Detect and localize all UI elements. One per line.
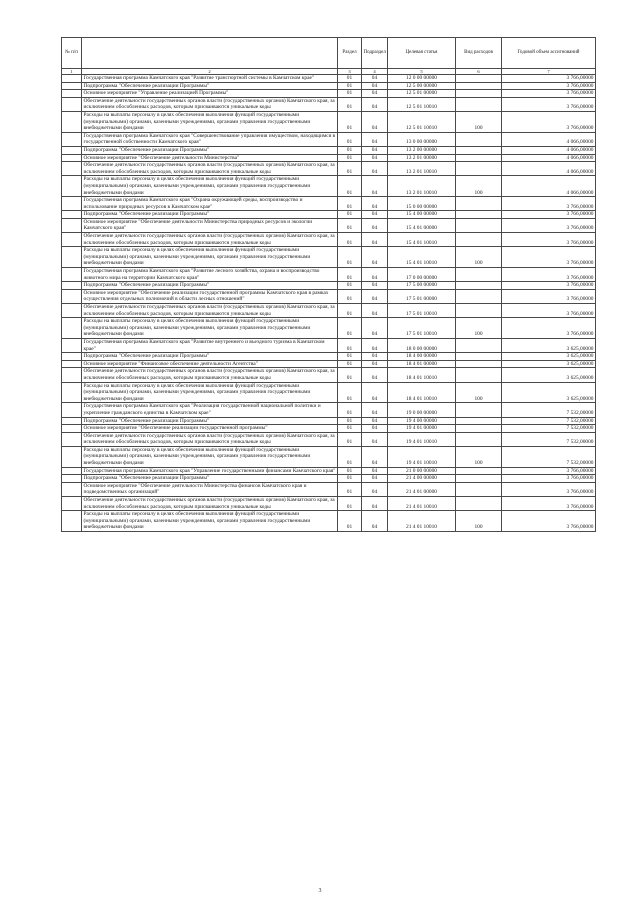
table-row (62, 446, 596, 467)
row-number-cell (62, 197, 82, 211)
expense-type-cell (456, 368, 502, 382)
row-name-cell: Расходы на выплаты персоналу в целях обеспечения выполнения функций государственными (муниципальными) органами, казенными учреждениями, органами управления государственными внебюджетными фондами (82, 318, 338, 339)
expense-type-cell (456, 82, 502, 90)
col-header-expense-type: Вид расходов (456, 38, 502, 69)
razdel-cell: 01 (338, 111, 362, 132)
expense-type-cell (456, 497, 502, 511)
podrazdel-cell: 04 (362, 82, 388, 90)
podrazdel-cell: 04 (362, 90, 388, 98)
podrazdel-cell: 04 (362, 289, 388, 303)
row-number-cell (62, 90, 82, 98)
row-name-cell: Государственная программа Камчатского края "Управление государственными финансами Камчатского края" (82, 467, 338, 475)
target-article-cell: 18 0 00 00000 (388, 338, 456, 352)
table-row (62, 482, 596, 496)
razdel-cell: 01 (338, 233, 362, 247)
row-name-cell: Обеспечение деятельности государственных органов власти (государственных органов) Камчатского края, за исключением обособленных расходов, которым присваиваются уникальные коды (82, 162, 338, 176)
row-number-cell (62, 338, 82, 352)
col-header-target-article: Целевая статья (388, 38, 456, 69)
table-body (62, 75, 596, 532)
expense-type-cell (456, 432, 502, 446)
razdel-cell: 01 (338, 497, 362, 511)
row-name-cell: Расходы на выплаты персоналу в целях обеспечения выполнения функций государственными (муниципальными) органами, казенными учреждениями, органами управления государственными внебюджетными фондами (82, 176, 338, 197)
row-name-cell: Подпрограмма "Обеспечение реализации Программы" (82, 475, 338, 483)
row-name-cell: Основное мероприятие "Обеспечение деятельности Министерства" (82, 154, 338, 162)
target-article-cell: 13 2 01 10010 (388, 162, 456, 176)
podrazdel-cell: 04 (362, 111, 388, 132)
row-number-cell (62, 282, 82, 290)
row-number-cell (62, 382, 82, 403)
razdel-cell: 01 (338, 154, 362, 162)
row-number-cell (62, 475, 82, 483)
expense-type-cell (456, 211, 502, 219)
col-header-podrazdel: Подраздел (362, 38, 388, 69)
row-name-cell: Обеспечение деятельности государственных органов власти (государственных органов) Камчатского края, за исключением обособленных расходов, которым присваиваются уникальные коды (82, 97, 338, 111)
podrazdel-cell: 04 (362, 382, 388, 403)
podrazdel-cell: 04 (362, 475, 388, 483)
target-article-cell: 13 2 01 10010 (388, 176, 456, 197)
expense-type-cell (456, 360, 502, 368)
razdel-cell: 01 (338, 176, 362, 197)
amount-cell: 3 625,00000 (502, 360, 596, 368)
budget-table (61, 37, 596, 532)
razdel-cell: 01 (338, 247, 362, 268)
podrazdel-cell: 04 (362, 197, 388, 211)
target-article-cell: 18 4 00 00000 (388, 353, 456, 361)
table-row (62, 218, 596, 232)
table-row (62, 353, 596, 361)
razdel-cell: 01 (338, 353, 362, 361)
row-name-cell: Обеспечение деятельности государственных органов власти (государственных органов) Камчатского края, за исключением обособленных расходов, которым присваиваются уникальные коды (82, 497, 338, 511)
table-row (62, 75, 596, 83)
podrazdel-cell: 04 (362, 176, 388, 197)
razdel-cell: 01 (338, 289, 362, 303)
razdel-cell: 01 (338, 318, 362, 339)
row-number-cell (62, 425, 82, 433)
row-name-cell: Расходы на выплаты персоналу в целях обеспечения выполнения функций государственными (муниципальными) органами, казенными учреждениями, органами управления государственными внебюджетными фондами (82, 111, 338, 132)
amount-cell: 3 766,00000 (502, 111, 596, 132)
razdel-cell: 01 (338, 417, 362, 425)
row-number-cell (62, 368, 82, 382)
expense-type-cell: 100 (456, 247, 502, 268)
row-name-cell: Расходы на выплаты персоналу в целях обеспечения выполнения функций государственными (муниципальными) органами, казенными учреждениями, органами управления государственными внебюджетными фондами (82, 511, 338, 532)
target-article-cell: 12 5 00 00000 (388, 82, 456, 90)
amount-cell: 3 766,00000 (502, 90, 596, 98)
target-article-cell: 18 4 01 00000 (388, 360, 456, 368)
razdel-cell: 01 (338, 425, 362, 433)
row-number-cell (62, 233, 82, 247)
row-number-cell (62, 318, 82, 339)
podrazdel-cell: 04 (362, 368, 388, 382)
podrazdel-cell: 04 (362, 511, 388, 532)
target-article-cell: 17 5 01 10010 (388, 318, 456, 339)
table-row (62, 132, 596, 146)
target-article-cell: 12 0 00 00000 (388, 75, 456, 83)
razdel-cell: 01 (338, 403, 362, 417)
row-name-cell: Государственная программа Камчатского края "Охрана окружающей среды, воспроизводство и использование природных ресурсов в Камчатском крае" (82, 197, 338, 211)
amount-cell: 3 766,00000 (502, 467, 596, 475)
row-number-cell (62, 146, 82, 154)
amount-cell: 3 625,00000 (502, 368, 596, 382)
podrazdel-cell: 04 (362, 403, 388, 417)
razdel-cell: 01 (338, 132, 362, 146)
table-row (62, 162, 596, 176)
table-row (62, 382, 596, 403)
amount-cell: 3 766,00000 (502, 482, 596, 496)
row-name-cell: Основное мероприятие "Обеспечение реализации государственной программы Камчатского края в рамках осуществления отдельных полномочий в области лесных отношений" (82, 289, 338, 303)
column-index: 1 (62, 69, 82, 75)
table-row (62, 97, 596, 111)
amount-cell: 3 766,00000 (502, 282, 596, 290)
row-number-cell (62, 176, 82, 197)
podrazdel-cell: 04 (362, 353, 388, 361)
amount-cell: 4 066,00000 (502, 154, 596, 162)
row-name-cell: Подпрограмма "Обеспечение реализации Программы" (82, 146, 338, 154)
amount-cell: 3 766,00000 (502, 268, 596, 282)
expense-type-cell: 100 (456, 382, 502, 403)
razdel-cell: 01 (338, 90, 362, 98)
table-row (62, 417, 596, 425)
razdel-cell: 01 (338, 282, 362, 290)
expense-type-cell (456, 353, 502, 361)
razdel-cell: 01 (338, 511, 362, 532)
target-article-cell: 21 4 00 00000 (388, 475, 456, 483)
row-name-cell: Основное мероприятие "Обеспечение деятельности Министерства финансов Камчатского края и подведомственных организаций" (82, 482, 338, 496)
amount-cell: 7 532,00000 (502, 403, 596, 417)
table-row (62, 289, 596, 303)
podrazdel-cell: 04 (362, 97, 388, 111)
razdel-cell: 01 (338, 97, 362, 111)
row-number-cell (62, 432, 82, 446)
row-number-cell (62, 97, 82, 111)
expense-type-cell (456, 90, 502, 98)
amount-cell: 4 066,00000 (502, 146, 596, 154)
razdel-cell: 01 (338, 467, 362, 475)
amount-cell: 3 766,00000 (502, 304, 596, 318)
table-row (62, 247, 596, 268)
target-article-cell: 15 4 01 00000 (388, 218, 456, 232)
razdel-cell: 01 (338, 482, 362, 496)
target-article-cell: 12 5 01 10010 (388, 111, 456, 132)
table-row (62, 111, 596, 132)
col-header-annual-volume: Годовой объем ассигнований (502, 38, 596, 69)
row-name-cell: Подпрограмма "Обеспечение реализации Программы" (82, 353, 338, 361)
podrazdel-cell: 04 (362, 304, 388, 318)
row-number-cell (62, 289, 82, 303)
table-row (62, 338, 596, 352)
razdel-cell: 01 (338, 304, 362, 318)
table-row (62, 432, 596, 446)
podrazdel-cell: 04 (362, 446, 388, 467)
amount-cell: 3 625,00000 (502, 353, 596, 361)
row-number-cell (62, 247, 82, 268)
expense-type-cell: 100 (456, 176, 502, 197)
amount-cell: 4 066,00000 (502, 132, 596, 146)
column-index: 4 (362, 69, 388, 75)
amount-cell: 3 766,00000 (502, 218, 596, 232)
target-article-cell: 18 4 01 10010 (388, 368, 456, 382)
amount-cell: 4 066,00000 (502, 162, 596, 176)
expense-type-cell (456, 467, 502, 475)
expense-type-cell (456, 282, 502, 290)
row-number-cell (62, 497, 82, 511)
table-row (62, 146, 596, 154)
row-name-cell: Обеспечение деятельности государственных органов власти (государственных органов) Камчатского края, за исключением обособленных расходов, которым присваиваются уникальные коды (82, 432, 338, 446)
target-article-cell: 21 4 01 00000 (388, 482, 456, 496)
table-row (62, 360, 596, 368)
row-number-cell (62, 211, 82, 219)
amount-cell: 7 532,00000 (502, 432, 596, 446)
podrazdel-cell: 04 (362, 233, 388, 247)
row-name-cell: Основное мероприятие "Обеспечение реализации государственной программы" (82, 425, 338, 433)
target-article-cell: 19 4 00 00000 (388, 417, 456, 425)
razdel-cell: 01 (338, 475, 362, 483)
amount-cell: 3 766,00000 (502, 75, 596, 83)
expense-type-cell (456, 146, 502, 154)
target-article-cell: 15 4 01 10010 (388, 233, 456, 247)
razdel-cell: 01 (338, 197, 362, 211)
podrazdel-cell: 04 (362, 211, 388, 219)
amount-cell: 3 766,00000 (502, 289, 596, 303)
expense-type-cell: 100 (456, 511, 502, 532)
razdel-cell: 01 (338, 218, 362, 232)
column-index: 5 (388, 69, 456, 75)
row-number-cell (62, 511, 82, 532)
razdel-cell: 01 (338, 268, 362, 282)
row-number-cell (62, 467, 82, 475)
row-name-cell: Основное мероприятие "Обеспечение деятельности Министерства природных ресурсов и экологии Камчатского края" (82, 218, 338, 232)
row-number-cell (62, 218, 82, 232)
expense-type-cell (456, 268, 502, 282)
podrazdel-cell: 04 (362, 425, 388, 433)
expense-type-cell (456, 304, 502, 318)
amount-cell: 3 766,00000 (502, 497, 596, 511)
expense-type-cell (456, 197, 502, 211)
expense-type-cell: 100 (456, 318, 502, 339)
podrazdel-cell: 04 (362, 497, 388, 511)
column-index: 7 (502, 69, 596, 75)
row-name-cell: Государственная программа Камчатского края "Совершенствование управления имуществом, находящимся в государственной собственности Камчатского края" (82, 132, 338, 146)
podrazdel-cell: 04 (362, 318, 388, 339)
expense-type-cell (456, 233, 502, 247)
row-name-cell: Государственная программа Камчатского края "Развитие транспортной системы в Камчатском крае" (82, 75, 338, 83)
header-row (62, 38, 596, 69)
target-article-cell: 13 2 01 00000 (388, 154, 456, 162)
target-article-cell: 21 0 00 00000 (388, 467, 456, 475)
razdel-cell: 01 (338, 382, 362, 403)
col-header-razdel: Раздел (338, 38, 362, 69)
table-row (62, 511, 596, 532)
row-number-cell (62, 403, 82, 417)
target-article-cell: 12 5 01 10010 (388, 97, 456, 111)
podrazdel-cell: 04 (362, 218, 388, 232)
amount-cell: 3 766,00000 (502, 247, 596, 268)
target-article-cell: 17 5 01 10010 (388, 304, 456, 318)
row-number-cell (62, 75, 82, 83)
podrazdel-cell: 04 (362, 247, 388, 268)
razdel-cell: 01 (338, 162, 362, 176)
podrazdel-cell: 04 (362, 482, 388, 496)
razdel-cell: 01 (338, 432, 362, 446)
row-number-cell (62, 304, 82, 318)
table-row (62, 425, 596, 433)
row-name-cell: Государственная программа Камчатского края "Развитие лесного хозяйства, охрана и воспроизводство животного мира на территории Камчатского края" (82, 268, 338, 282)
amount-cell: 7 532,00000 (502, 425, 596, 433)
row-name-cell: Обеспечение деятельности государственных органов власти (государственных органов) Камчатского края, за исключением обособленных расходов, которым присваиваются уникальные коды (82, 233, 338, 247)
page-number: 3 (318, 888, 322, 894)
row-name-cell: Государственная программа Камчатского края "Реализация государственной национальной политики и укрепление гражданского единства в Камчатском крае" (82, 403, 338, 417)
target-article-cell: 18 4 01 10010 (388, 382, 456, 403)
expense-type-cell (456, 132, 502, 146)
target-article-cell: 15 4 01 10010 (388, 247, 456, 268)
target-article-cell: 15 4 00 00000 (388, 211, 456, 219)
row-number-cell (62, 482, 82, 496)
amount-cell: 3 766,00000 (502, 97, 596, 111)
amount-cell: 7 532,00000 (502, 417, 596, 425)
podrazdel-cell: 04 (362, 132, 388, 146)
podrazdel-cell: 04 (362, 154, 388, 162)
podrazdel-cell: 04 (362, 338, 388, 352)
row-number-cell (62, 82, 82, 90)
row-number-cell (62, 360, 82, 368)
row-name-cell: Подпрограмма "Обеспечение реализации Программы" (82, 282, 338, 290)
row-number-cell (62, 111, 82, 132)
amount-cell: 3 625,00000 (502, 338, 596, 352)
table-row (62, 176, 596, 197)
target-article-cell: 19 4 01 10010 (388, 446, 456, 467)
expense-type-cell: 100 (456, 111, 502, 132)
razdel-cell: 01 (338, 338, 362, 352)
amount-cell: 4 066,00000 (502, 176, 596, 197)
amount-cell: 3 766,00000 (502, 82, 596, 90)
row-number-cell (62, 446, 82, 467)
row-name-cell: Обеспечение деятельности государственных органов власти (государственных органов) Камчатского края, за исключением обособленных расходов, которым присваиваются уникальные коды (82, 304, 338, 318)
table-row (62, 233, 596, 247)
amount-cell: 3 766,00000 (502, 511, 596, 532)
amount-cell: 7 532,00000 (502, 446, 596, 467)
target-article-cell: 13 2 00 00000 (388, 146, 456, 154)
expense-type-cell (456, 97, 502, 111)
column-index: 6 (456, 69, 502, 75)
expense-type-cell (456, 403, 502, 417)
amount-cell: 3 766,00000 (502, 233, 596, 247)
row-name-cell: Основное мероприятие "Управление реализацией Программы" (82, 90, 338, 98)
expense-type-cell (456, 475, 502, 483)
table-row (62, 368, 596, 382)
amount-cell: 3 766,00000 (502, 197, 596, 211)
table-row (62, 268, 596, 282)
table-row (62, 475, 596, 483)
podrazdel-cell: 04 (362, 467, 388, 475)
target-article-cell: 13 0 00 00000 (388, 132, 456, 146)
target-article-cell: 17 5 01 00000 (388, 289, 456, 303)
row-name-cell: Расходы на выплаты персоналу в целях обеспечения выполнения функций государственными (муниципальными) органами, казенными учреждениями, органами управления государственными внебюджетными фондами (82, 247, 338, 268)
row-number-cell (62, 154, 82, 162)
table-row (62, 403, 596, 417)
podrazdel-cell: 04 (362, 282, 388, 290)
expense-type-cell (456, 338, 502, 352)
row-number-cell (62, 268, 82, 282)
expense-type-cell (456, 218, 502, 232)
table-row (62, 282, 596, 290)
amount-cell: 3 766,00000 (502, 475, 596, 483)
amount-cell: 3 766,00000 (502, 318, 596, 339)
razdel-cell: 01 (338, 82, 362, 90)
expense-type-cell (456, 417, 502, 425)
column-index: 2 (82, 69, 338, 75)
row-name-cell: Основное мероприятие "Финансовое обеспечение деятельности Агентства" (82, 360, 338, 368)
table-row (62, 318, 596, 339)
podrazdel-cell: 04 (362, 417, 388, 425)
razdel-cell: 01 (338, 368, 362, 382)
podrazdel-cell: 04 (362, 360, 388, 368)
col-header-name (82, 38, 338, 69)
table-row (62, 90, 596, 98)
target-article-cell: 19 0 00 00000 (388, 403, 456, 417)
table-row (62, 497, 596, 511)
target-article-cell: 12 5 01 00000 (388, 90, 456, 98)
podrazdel-cell: 04 (362, 162, 388, 176)
expense-type-cell (456, 154, 502, 162)
razdel-cell: 01 (338, 146, 362, 154)
expense-type-cell (456, 289, 502, 303)
row-number-cell (62, 417, 82, 425)
podrazdel-cell: 04 (362, 432, 388, 446)
razdel-cell: 01 (338, 75, 362, 83)
target-article-cell: 21 4 01 10010 (388, 497, 456, 511)
table-row (62, 467, 596, 475)
row-name-cell: Подпрограмма "Обеспечение реализации Программы" (82, 417, 338, 425)
row-name-cell: Расходы на выплаты персоналу в целях обеспечения выполнения функций государственными (муниципальными) органами, казенными учреждениями, органами управления государственными внебюджетными фондами (82, 446, 338, 467)
expense-type-cell (456, 75, 502, 83)
column-index: 3 (338, 69, 362, 75)
razdel-cell: 01 (338, 360, 362, 368)
row-name-cell: Подпрограмма "Обеспечение реализации Программы" (82, 82, 338, 90)
target-article-cell: 17 0 00 00000 (388, 268, 456, 282)
podrazdel-cell: 04 (362, 268, 388, 282)
table-row (62, 304, 596, 318)
amount-cell: 3 625,00000 (502, 382, 596, 403)
expense-type-cell: 100 (456, 446, 502, 467)
podrazdel-cell: 04 (362, 146, 388, 154)
table-header (62, 38, 596, 75)
target-article-cell: 19 4 01 10010 (388, 432, 456, 446)
amount-cell: 3 766,00000 (502, 211, 596, 219)
col-header-number: № п/п (62, 38, 82, 69)
target-article-cell: 17 5 00 00000 (388, 282, 456, 290)
table-row (62, 154, 596, 162)
table-row (62, 211, 596, 219)
target-article-cell: 19 4 01 00000 (388, 425, 456, 433)
row-name-cell: Государственная программа Камчатского края "Развитие внутреннего и въездного туризма в Камчатском крае" (82, 338, 338, 352)
row-number-cell (62, 353, 82, 361)
podrazdel-cell: 04 (362, 75, 388, 83)
table-row (62, 82, 596, 90)
table-row (62, 197, 596, 211)
expense-type-cell (456, 482, 502, 496)
expense-type-cell (456, 162, 502, 176)
row-name-cell: Подпрограмма "Обеспечение реализации Программы" (82, 211, 338, 219)
row-name-cell: Обеспечение деятельности государственных органов власти (государственных органов) Камчатского края, за исключением обособленных расходов, которым присваиваются уникальные коды (82, 368, 338, 382)
row-name-cell: Расходы на выплаты персоналу в целях обеспечения выполнения функций государственными (муниципальными) органами, казенными учреждениями, органами управления государственными внебюджетными фондами (82, 382, 338, 403)
row-number-cell (62, 132, 82, 146)
razdel-cell: 01 (338, 446, 362, 467)
expense-type-cell (456, 425, 502, 433)
row-number-cell (62, 162, 82, 176)
razdel-cell: 01 (338, 211, 362, 219)
target-article-cell: 21 4 01 10010 (388, 511, 456, 532)
target-article-cell: 15 0 00 00000 (388, 197, 456, 211)
